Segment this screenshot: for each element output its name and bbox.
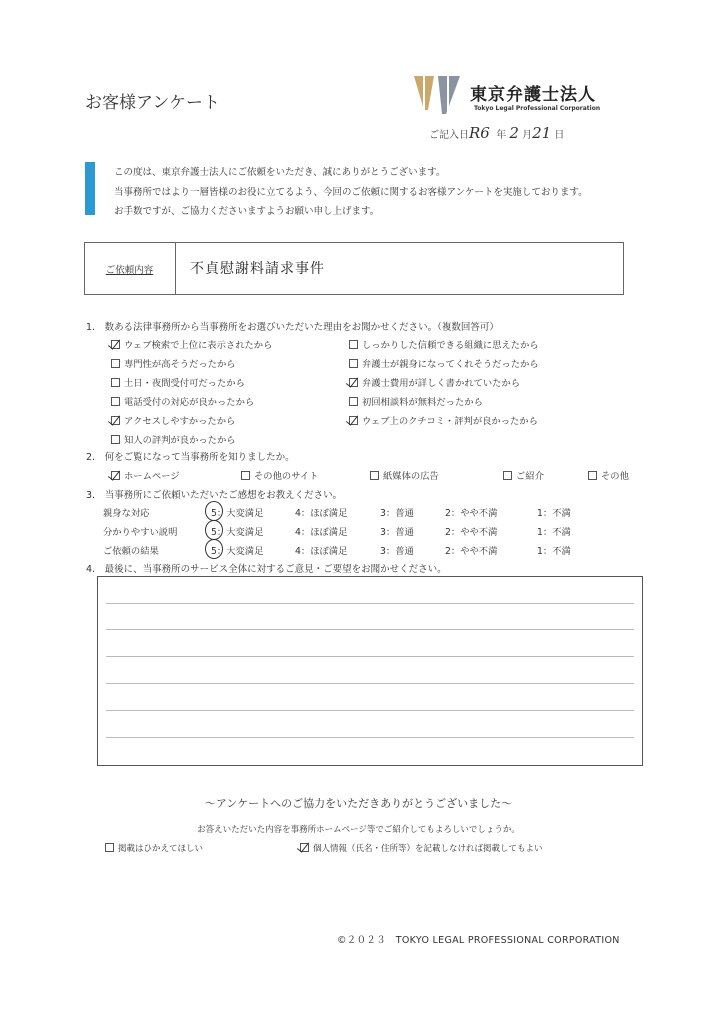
q2-text: 2. 何をご覧になって当事務所を知りましたか。 xyxy=(86,452,295,463)
q1-option[interactable]: しっかりした信頼できる組織に思えたから xyxy=(349,337,539,351)
comment-textarea[interactable] xyxy=(97,576,643,766)
ruled-line xyxy=(106,710,634,711)
intro-line: この度は、東京弁護士法人にご依頼をいただき、誠にありがとうございます。 xyxy=(114,167,446,178)
selected-rating-circle xyxy=(205,539,223,559)
rating-option[interactable]: 1：不満 xyxy=(537,527,571,538)
rating-option[interactable]: 1：不満 xyxy=(537,508,571,519)
intro-text xyxy=(114,163,588,222)
logo-name: 東京弁護士法人 xyxy=(470,85,596,105)
selected-rating-circle xyxy=(205,520,223,540)
rating-option[interactable]: 2：やや不満 xyxy=(445,508,498,519)
q1-option[interactable]: 弁護士が親身になってくれそうだったから xyxy=(349,356,539,370)
page-title: お客様アンケート xyxy=(85,93,220,113)
q2-option[interactable]: ホームページ xyxy=(111,468,180,482)
q1-text: 1. 数ある法律事務所から当事務所をお選びいただいた理由をお聞かせください。（複数回答可） xyxy=(86,322,499,333)
rating-option[interactable]: 4：ほぼ満足 xyxy=(295,527,348,538)
checkbox-checked[interactable] xyxy=(111,471,120,480)
q1-option[interactable]: 電話受付の対応が良かったから xyxy=(111,394,254,408)
date-day-label: 日 xyxy=(554,130,565,141)
rating-option[interactable]: 5：大変満足 xyxy=(211,546,264,557)
date-era: R6 xyxy=(469,124,490,142)
checkbox[interactable] xyxy=(503,471,512,480)
intro-accent-bar xyxy=(85,162,95,215)
intro-line: お手数ですが、ご協力くださいますようお願い申し上げます。 xyxy=(114,206,380,217)
q1-option[interactable]: ウェブ検索で上位に表示されたから xyxy=(111,337,272,351)
checkbox[interactable] xyxy=(349,359,358,368)
q2-option[interactable]: ご紹介 xyxy=(503,468,544,482)
publish-question: お答えいただいた内容を事務所ホームページ等でご紹介してもよろしいでしょうか。 xyxy=(197,825,520,835)
q3-row-label: 親身な対応 xyxy=(103,508,150,519)
entry-date xyxy=(429,124,564,142)
selected-rating-circle xyxy=(205,501,223,521)
q1-option[interactable]: 土日・夜間受付可だったから xyxy=(111,375,245,389)
thanks-message: ～アンケートへのご協力をいただきありがとうございました～ xyxy=(204,797,513,810)
q1-option[interactable]: 弁護士費用が詳しく書かれていたから xyxy=(349,375,520,389)
checkbox-checked[interactable] xyxy=(111,416,120,425)
checkbox[interactable] xyxy=(349,340,358,349)
checkbox[interactable] xyxy=(111,359,120,368)
intro-line: 当事務所ではより一層皆様のお役に立てるよう、今回のご依頼に関するお客様アンケートを実施しております。 xyxy=(114,186,588,198)
publish-option[interactable]: 個人情報（氏名・住所等）を記載しなければ掲載してもよい xyxy=(300,842,543,854)
publish-option[interactable]: 掲載はひかえてほしい xyxy=(105,842,203,854)
ruled-line xyxy=(106,629,634,630)
rating-option[interactable]: 3：普通 xyxy=(380,546,414,557)
ruled-line xyxy=(106,656,634,657)
rating-option[interactable]: 4：ほぼ満足 xyxy=(295,508,348,519)
ruled-line xyxy=(106,737,634,738)
rating-option[interactable]: 1：不満 xyxy=(537,546,571,557)
ruled-line xyxy=(106,683,634,684)
q2-option[interactable]: その他 xyxy=(588,468,629,482)
logo-mark-icon xyxy=(412,74,462,118)
rating-option[interactable]: 2：やや不満 xyxy=(445,527,498,538)
rating-option[interactable]: 2：やや不満 xyxy=(445,546,498,557)
q3-text: 3. 当事務所にご依頼いただいたご感想をお教えください。 xyxy=(86,490,343,501)
date-month: 2 xyxy=(509,124,519,142)
date-year-label: 年 xyxy=(496,130,507,141)
q1-option[interactable]: アクセスしやすかったから xyxy=(111,413,235,427)
checkbox[interactable] xyxy=(588,471,597,480)
checkbox-checked[interactable] xyxy=(349,378,358,387)
checkbox-checked[interactable] xyxy=(349,416,358,425)
q1-option[interactable]: ウェブ上のクチコミ・評判が良かったから xyxy=(349,413,538,427)
checkbox[interactable] xyxy=(349,397,358,406)
copyright: ©２０２３ TOKYO LEGAL PROFESSIONAL CORPORATION xyxy=(337,935,620,946)
rating-option[interactable]: 3：普通 xyxy=(380,508,414,519)
q2-option[interactable]: 紙媒体の広告 xyxy=(370,468,439,482)
rating-option[interactable]: 5：大変満足 xyxy=(211,527,264,538)
checkbox[interactable] xyxy=(241,471,250,480)
rating-option[interactable]: 5：大変満足 xyxy=(211,508,264,519)
date-day: 21 xyxy=(532,124,552,142)
checkbox[interactable] xyxy=(111,397,120,406)
q3-row-label: 分かりやすい説明 xyxy=(103,527,178,538)
rating-option[interactable]: 4：ほぼ満足 xyxy=(295,546,348,557)
q2-option[interactable]: その他のサイト xyxy=(241,468,318,482)
rating-option[interactable]: 3：普通 xyxy=(380,527,414,538)
checkbox-checked[interactable] xyxy=(300,843,309,852)
checkbox[interactable] xyxy=(370,471,379,480)
date-month-label: 月 xyxy=(522,130,533,141)
ruled-line xyxy=(106,603,634,604)
checkbox[interactable] xyxy=(105,843,114,852)
checkbox-checked[interactable] xyxy=(111,340,120,349)
logo-subtitle: Tokyo Legal Professional Corporation xyxy=(474,105,601,112)
q1-option[interactable]: 知人の評判が良かったから xyxy=(111,432,236,446)
q4-text: 4. 最後に、当事務所のサービス全体に対するご意見・ご要望をお聞かせください。 xyxy=(86,564,447,575)
checkbox[interactable] xyxy=(111,435,120,444)
q3-row-label: ご依頼の結果 xyxy=(103,546,159,557)
checkbox[interactable] xyxy=(111,378,120,387)
q1-option[interactable]: 専門性が高そうだったから xyxy=(111,356,236,370)
date-prefix: ご記入日 xyxy=(429,130,469,141)
request-value[interactable]: 不貞慰謝料請求事件 xyxy=(190,261,325,277)
request-label: ご依頼内容 xyxy=(84,242,176,295)
q1-option[interactable]: 初回相談料が無料だったから xyxy=(349,394,483,408)
